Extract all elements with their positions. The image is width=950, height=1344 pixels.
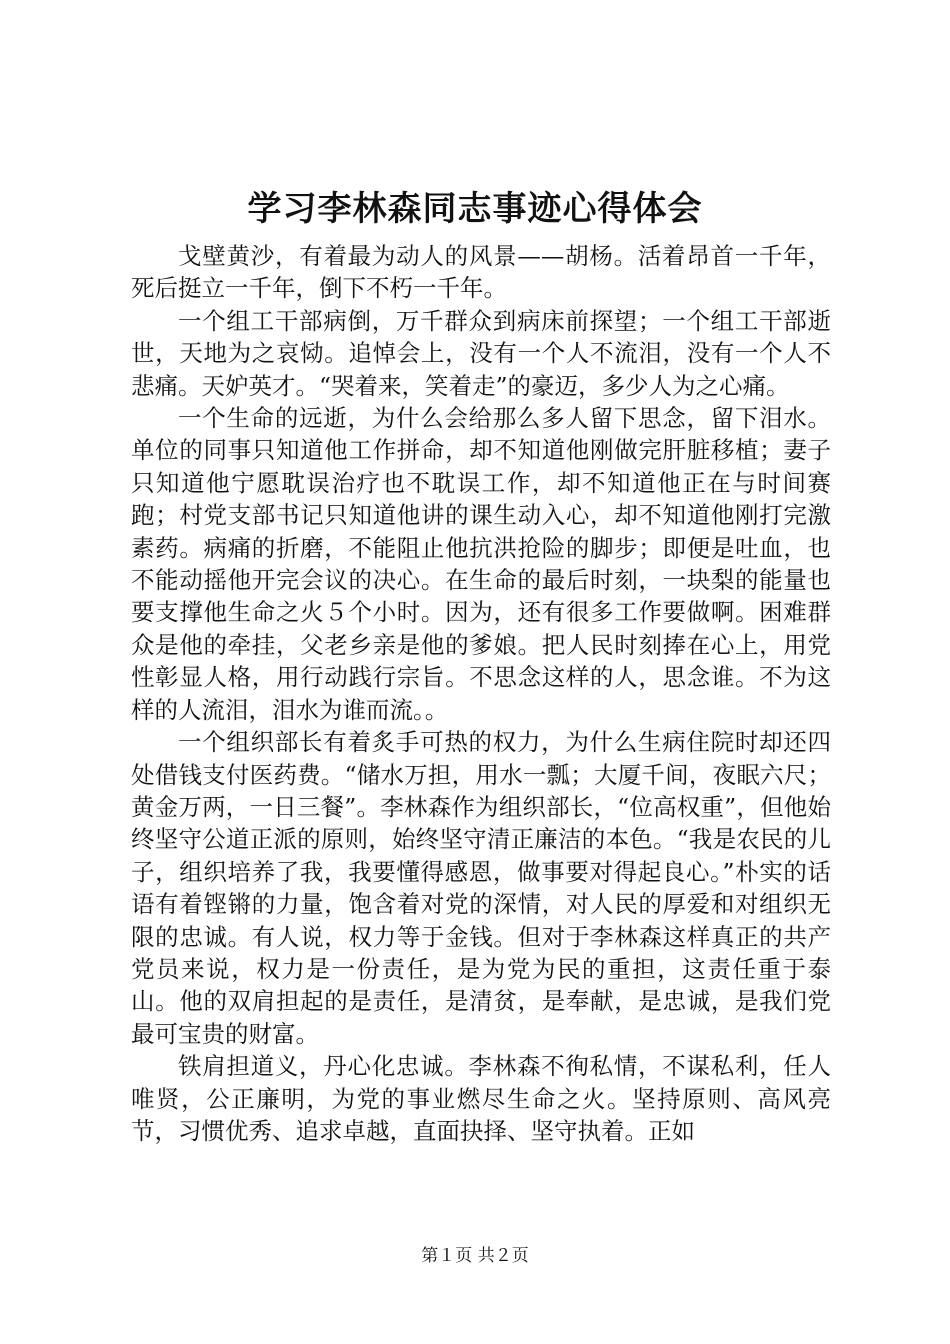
paragraph-2: 一个组工干部病倒，万千群众到病床前探望；一个组工干部逝世，天地为之哀恸。追悼会上，没有一个人不流泪，没有一个人不悲痛。天妒英才。“哭着来，笑着走”的豪迈，多少人为之心痛。 xyxy=(131,306,831,400)
document-body xyxy=(131,240,831,1147)
paragraph-3: 一个生命的远逝，为什么会给那么多人留下思念，留下泪水。单位的同事只知道他工作拼命，却不知道他刚做完肝脏移植；妻子只知道他宁愿耽误治疗也不耽误工作，却不知道他正在与时间赛跑；村党支部书记只知道他讲的课生动入心，却不知道他刚打完激素药。病痛的折磨，不能阻止他抗洪抢险的脚步；即便是吐血，也不能动摇他开完会议的决心。在生命的最后时刻，一块梨的能量也要支撑他生命之火５个小时。因为，还有很多工作要做啊。困难群众是他的牵挂，父老乡亲是他的爹娘。把人民时刻捧在心上，用党性彰显人格，用行动践行宗旨。不思念这样的人，思念谁。不为这样的人流泪，泪水为谁而流。。 xyxy=(131,404,831,724)
document-title: 学习李林森同志事迹心得体会 xyxy=(247,189,703,229)
paragraph-1: 戈壁黄沙，有着最为动人的风景——胡杨。活着昂首一千年，死后挺立一千年，倒下不朽一千年。 xyxy=(131,242,831,303)
paragraph-5: 铁肩担道义，丹心化忠诚。李林森不徇私情，不谋私利，任人唯贤，公正廉明，为党的事业燃尽生命之火。坚持原则、高风亮节，习惯优秀、追求卓越，直面抉择、坚守执着。正如 xyxy=(131,1052,831,1145)
paragraph-4: 一个组织部长有着炙手可热的权力，为什么生病住院时却还四处借钱支付医药费。“储水万担，用水一瓢；大厦千间，夜眠六尺；黄金万两，一日三餐”。李林森作为组织部长，“位高权重”，但他始终坚守公道正派的原则，始终坚守清正廉洁的本色。“我是农民的儿子，组织培养了我，我要懂得感恩，做事要对得起良心。”朴实的话语有着铿锵的力量，饱含着对党的深情，对人民的厚爱和对组织无限的忠诚。有人说，权力等于金钱。但对于李林森这样真正的共产党员来说，权力是一份责任，是为党为民的重担，这责任重于泰山。他的双肩担起的是责任，是清贫，是奉献，是忠诚，是我们党最可宝贵的财富。 xyxy=(131,728,831,1048)
page-number-footer: 第１页 共２页 xyxy=(421,1246,529,1266)
